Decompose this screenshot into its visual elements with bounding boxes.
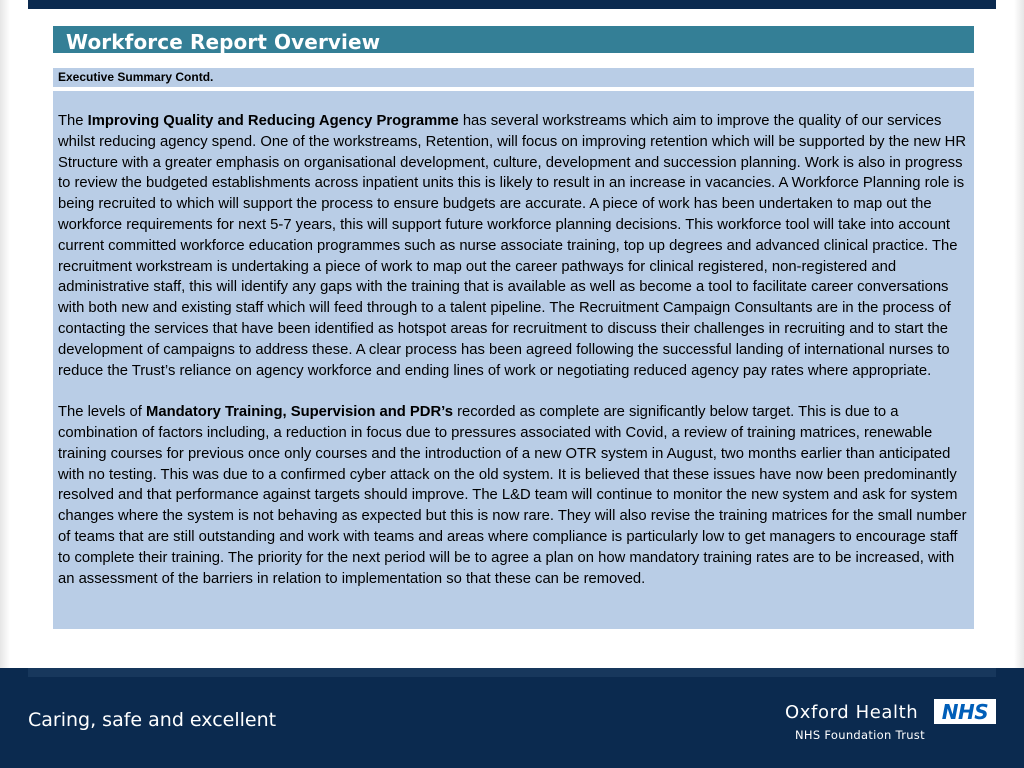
footer-accent-line [28, 668, 996, 677]
nhs-logo-text: NHS [941, 699, 989, 724]
paragraph-agency-programme [58, 111, 969, 381]
paragraph-lead-text: The levels of [58, 404, 147, 421]
right-edge-shadow [1014, 0, 1024, 668]
title-banner [53, 26, 974, 53]
paragraph-lead-text: The [58, 113, 88, 129]
footer-tagline: Caring, safe and excellent [28, 709, 277, 731]
section-subheader [53, 68, 974, 87]
nhs-logo-badge [934, 699, 996, 724]
summary-content-box [53, 91, 974, 629]
programme-name: Improving Quality and Reducing Agency Programme [87, 113, 459, 129]
paragraph-body-text: has several workstreams which aim to improve the quality of our services whilst reducing agency spend. One of the workstreams, Retention, will focus on improving retention which will be supported by the new HR Structure with a greater emphasis on organisational development, culture, development and succession planning. Work is also in progress to review the budgeted establishments across inpatient units this is likely to result in an increase in vacancies. A Workforce Planning role is being recruited to which will support the process to ensure budgets are accurate. A piece of work has been undertaken to map out the workforce requirements for next 5-7 years, this will support future workforce planning decisions. This workforce tool will take into account current committed workforce education programmes such as nurse associate training, top up degrees and advanced clinical practice. The recruitment workstream is undertaking a piece of work to map out the career pathways for clinical registered, non-registered and administrative staff, this will identify any gaps with the training that is available as well as become a tool to facilitate career conversations with both new and existing staff which will feed through to a talent pipeline. The Recruitment Campaign Consultants are in the process of contacting the services that have been identified as hotspot areas for recruitment to discuss their challenges in recruiting and to start the development of campaigns to address these. A clear process has been agreed following the successful landing of international nurses to reduce the Trust’s reliance on agency workforce and ending lines of work or negotiating reduced agency pay rates where appropriate. [58, 113, 967, 379]
footer [0, 668, 1024, 768]
training-topic: Mandatory Training, Supervision and PDR’s [146, 404, 453, 421]
left-edge-shadow [0, 0, 10, 668]
section-subheading: Executive Summary Contd. [58, 70, 214, 84]
top-accent-bar [28, 0, 996, 9]
org-logo-name: Oxford Health [785, 702, 919, 723]
page-title: Workforce Report Overview [66, 30, 381, 54]
org-logo-subtitle: NHS Foundation Trust [795, 728, 925, 742]
paragraph-mandatory-training [58, 402, 969, 589]
paragraph-body-text: recorded as complete are significantly below target. This is due to a combination of factors including, a reduction in focus due to pressures associated with Covid, a review of training matrices, renewable training courses for previous once only courses and the introduction of a new OTR system in August, two months earlier than anticipated with no testing. This was due to a confirmed cyber attack on the old system. It is believed that these issues have now been predominantly resolved and that performance against targets should improve. The L&D team will continue to monitor the new system and ask for system changes where the system is not behaving as expected but this is now rare. They will also revise the training matrices for the small number of teams that are still outstanding and work with teams and areas where compliance is particularly low to get managers to encourage staff to complete their training. The priority for the next period will be to agree a plan on how mandatory training rates are to be increased, with an assessment of the barriers in relation to implementation so that these can be removed. [58, 404, 967, 587]
